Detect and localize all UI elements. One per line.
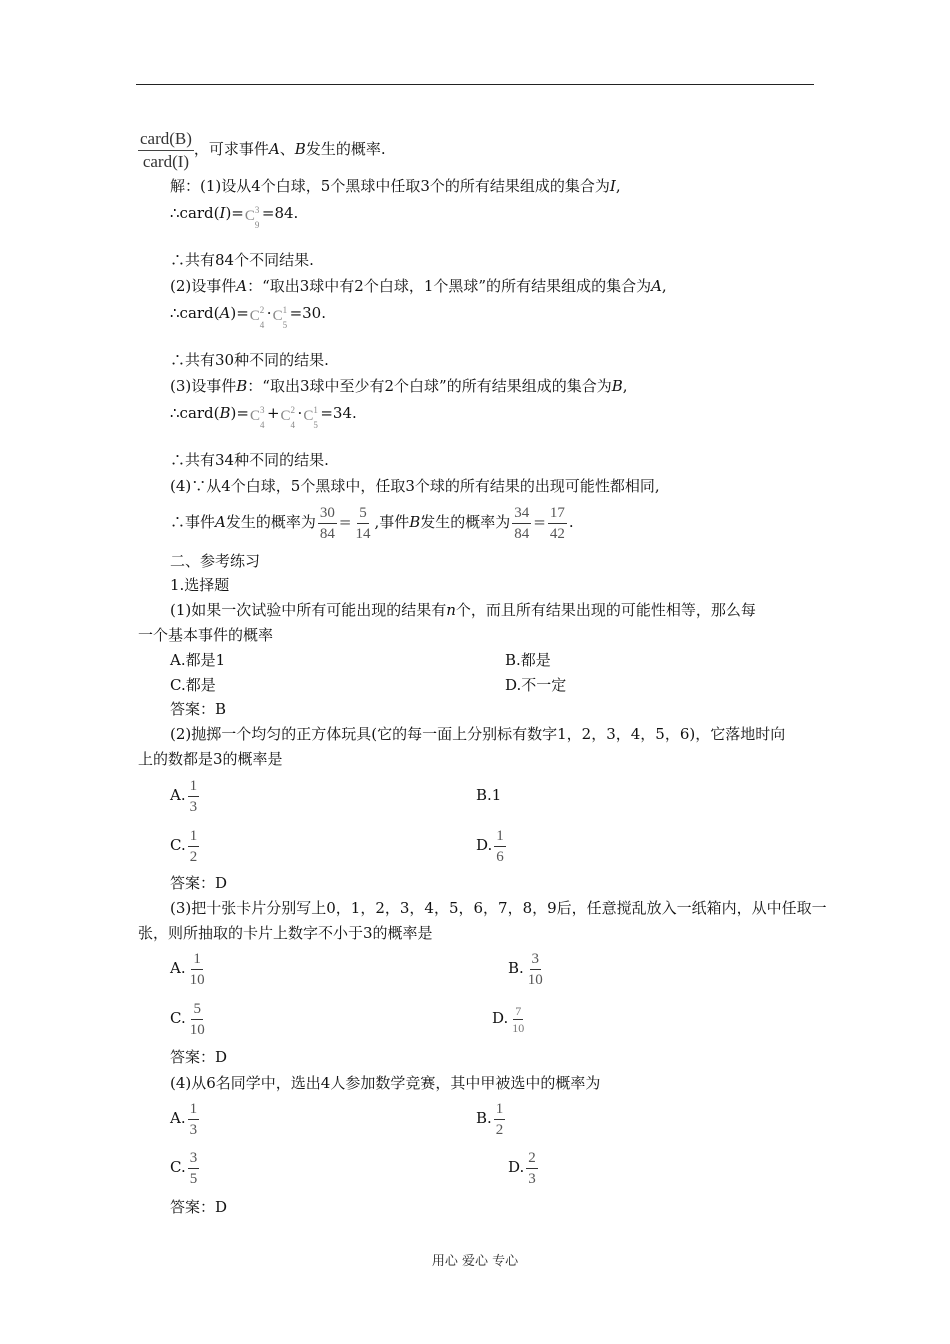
fraction-numerator: card(B): [138, 128, 194, 151]
var: I: [219, 204, 226, 222]
q4-option-c: [170, 1147, 201, 1188]
den: 84: [514, 525, 530, 542]
text: ：“取出3球中有2个白球，1个黑球”的所有结果组成的集合为: [247, 277, 652, 295]
den: 5: [189, 1170, 198, 1187]
var: I: [609, 177, 616, 195]
text: ∴card(: [170, 404, 220, 422]
sup: 3: [254, 205, 260, 215]
label: B.: [508, 959, 524, 977]
sub: 4: [259, 420, 265, 430]
top-fraction-line: [138, 126, 386, 173]
text: 、: [279, 140, 295, 158]
equals: =: [338, 513, 352, 531]
num: 3: [530, 950, 542, 970]
c: C: [249, 408, 260, 424]
q3-option-a: [170, 948, 209, 989]
combination-c93: [244, 204, 261, 230]
fraction: [188, 1149, 200, 1188]
q2-line2: 上的数都是3的概率是: [138, 750, 283, 768]
section-title: 二、参考练习: [170, 552, 261, 570]
text: ∴card(: [170, 304, 220, 322]
text: ∴card(: [170, 204, 220, 222]
fraction-denominator: card(I): [142, 151, 190, 171]
text: )=: [230, 404, 249, 422]
dot: ·: [297, 404, 303, 422]
den: 2: [189, 848, 198, 865]
num: 1: [191, 950, 203, 970]
text: (2)设事件: [170, 277, 237, 295]
var: B: [236, 377, 248, 395]
fraction-17-42: [548, 504, 567, 543]
text: 解：(1)设从4个白球，5个黑球中任取3个的所有结果组成的集合为: [170, 177, 610, 195]
num: 5: [357, 504, 369, 524]
solution-line-10: (4)∵从4个白球，5个黑球中，任取3个球的所有结果的出现可能性都相同,: [170, 477, 660, 495]
sub: 4: [290, 420, 296, 430]
var: A: [268, 140, 280, 158]
q2-option-b: B.1: [476, 786, 502, 804]
var: n: [446, 601, 456, 619]
text: 个，而且所有结果出现的可能性相等，那么每: [455, 601, 756, 619]
plus: +: [266, 404, 280, 422]
q1-line1: [170, 600, 756, 620]
q2-answer: 答案：D: [170, 874, 228, 892]
q3-option-d: [492, 998, 528, 1038]
q2-option-a: [170, 775, 201, 816]
fraction: [188, 1100, 200, 1139]
label: C.: [170, 836, 186, 854]
num: 3: [188, 1149, 200, 1169]
solution-line-8: [170, 403, 357, 430]
q4-option-d: [508, 1147, 540, 1188]
q1-option-d: D.不一定: [505, 676, 567, 694]
text: )=: [230, 304, 249, 322]
q1-answer: 答案：B: [170, 700, 227, 718]
text: ,: [615, 177, 621, 195]
text: 发生的概率为: [420, 513, 511, 531]
combination-c51: [272, 304, 289, 330]
c: C: [303, 408, 314, 424]
combination-c42: [280, 404, 297, 430]
q1-option-c: C.都是: [170, 676, 216, 694]
equals: =: [533, 513, 546, 531]
num: 1: [188, 827, 200, 847]
q3-line2: 张，则所抽取的卡片上数字不小于3的概率是: [138, 924, 433, 942]
q3-option-c: [170, 998, 209, 1039]
text: ,: [661, 277, 667, 295]
q3-option-b: [508, 948, 547, 989]
num: 5: [191, 1000, 203, 1020]
solution-line-5: [170, 303, 326, 330]
c: C: [244, 208, 255, 224]
num: 1: [494, 1100, 506, 1120]
var: A: [219, 304, 231, 322]
solution-line-6: ∴共有30种不同的结果.: [170, 351, 329, 369]
q4-line1: (4)从6名同学中，选出4人参加数学竞赛，其中甲被选中的概率为: [170, 1074, 601, 1092]
var: A: [215, 513, 226, 531]
q2-option-c: [170, 825, 201, 866]
c: C: [272, 308, 283, 324]
var: B: [409, 513, 421, 531]
den: 3: [189, 1121, 198, 1138]
var: A: [236, 277, 248, 295]
num: 1: [188, 1100, 200, 1120]
den: 84: [319, 525, 335, 542]
sup: 1: [313, 405, 318, 415]
sup: 1: [282, 305, 288, 315]
c: C: [280, 408, 291, 424]
text: )=: [225, 204, 244, 222]
den: 6: [496, 848, 504, 865]
text: =34.: [320, 404, 357, 422]
label: B.: [476, 1109, 492, 1127]
num: 7: [515, 1003, 522, 1018]
den: 2: [495, 1121, 504, 1138]
q1-line2: 一个基本事件的概率: [138, 626, 274, 644]
fraction: [494, 827, 506, 866]
fraction: [188, 827, 200, 866]
fraction: [526, 1149, 538, 1188]
fraction: [188, 1000, 207, 1039]
solution-line-4: [170, 276, 667, 296]
fraction: [510, 1004, 526, 1035]
sub-title: 1.选择题: [170, 576, 230, 594]
text: ,: [622, 377, 628, 395]
q2-line1: (2)抛掷一个均匀的正方体玩具(它的每一面上分别标有数字1，2，3，4，5，6)，它落地时向: [170, 725, 786, 743]
fraction: [188, 777, 200, 816]
card-fraction: [138, 128, 194, 173]
header-rule: [136, 84, 814, 85]
combination-c51: [303, 404, 319, 430]
combination-c42: [249, 304, 266, 330]
label: D.: [492, 1009, 509, 1027]
num: 2: [526, 1149, 538, 1169]
num: 17: [548, 504, 567, 524]
den: 3: [189, 798, 198, 815]
num: 1: [494, 827, 506, 847]
q3-line1: (3)把十张卡片分别写上0，1，2，3，4，5，6，7，8，9后，任意搅乱放入一纸箱内，从中任取一: [170, 899, 827, 917]
page-footer: 用心 爱心 专心: [431, 1254, 519, 1269]
q4-answer: 答案：D: [170, 1198, 228, 1216]
num: 34: [512, 504, 531, 524]
den: 42: [549, 525, 565, 542]
text: ∴事件: [170, 513, 216, 531]
label: D.: [476, 836, 493, 854]
solution-line-9: ∴共有34种不同的结果.: [170, 451, 329, 469]
label: C.: [170, 1009, 186, 1027]
solution-line-3: ∴共有84个不同结果.: [170, 251, 314, 269]
label: D.: [508, 1158, 525, 1176]
sup: 2: [290, 405, 296, 415]
den: 3: [528, 1170, 536, 1187]
q3-answer: 答案：D: [170, 1048, 228, 1066]
var: B: [219, 404, 231, 422]
var: B: [611, 377, 623, 395]
text: ,事件: [374, 513, 410, 531]
q1-option-a: A.都是1: [170, 651, 226, 669]
fraction: [188, 950, 207, 989]
den: 14: [355, 525, 371, 542]
text: =30.: [289, 304, 326, 322]
solution-line-1: [170, 176, 621, 196]
solution-line-7: [170, 376, 628, 396]
label: A.: [170, 959, 186, 977]
sub: 4: [259, 320, 265, 330]
sup: 2: [259, 305, 265, 315]
sub: 5: [313, 420, 318, 430]
fraction-34-84: [512, 504, 531, 543]
fraction-30-84: [318, 504, 337, 543]
text: (3)设事件: [170, 377, 237, 395]
combination-c43: [249, 404, 266, 430]
label: A.: [170, 786, 186, 804]
fraction: [526, 950, 545, 989]
q4-option-b: [476, 1098, 507, 1139]
den: 10: [512, 1020, 525, 1035]
var: B: [294, 140, 306, 158]
fraction-5-14: [353, 504, 372, 543]
text: ，可求事件: [193, 140, 269, 158]
text: .: [568, 513, 574, 531]
label: C.: [170, 1158, 186, 1176]
text: 发生的概率为: [225, 513, 316, 531]
sub: 9: [254, 220, 260, 230]
fraction: [494, 1100, 506, 1139]
solution-line-11: [170, 500, 574, 544]
num: 1: [188, 777, 200, 797]
label: A.: [170, 1109, 186, 1127]
solution-line-2: [170, 203, 299, 230]
dot: ·: [266, 304, 272, 322]
var: A: [651, 277, 662, 295]
text: 发生的概率.: [305, 140, 386, 158]
text: ：“取出3球中至少有2个白球”的所有结果组成的集合为: [247, 377, 612, 395]
num: 30: [318, 504, 337, 524]
sub: 5: [282, 320, 288, 330]
den: 10: [189, 971, 205, 988]
sup: 3: [259, 405, 265, 415]
text: =84.: [261, 204, 299, 222]
q4-option-a: [170, 1098, 201, 1139]
c: C: [249, 308, 260, 324]
den: 10: [527, 971, 543, 988]
text: (1)如果一次试验中所有可能出现的结果有: [170, 601, 447, 619]
den: 10: [189, 1021, 205, 1038]
q2-option-d: [476, 825, 508, 866]
q1-option-b: B.都是: [505, 651, 551, 669]
